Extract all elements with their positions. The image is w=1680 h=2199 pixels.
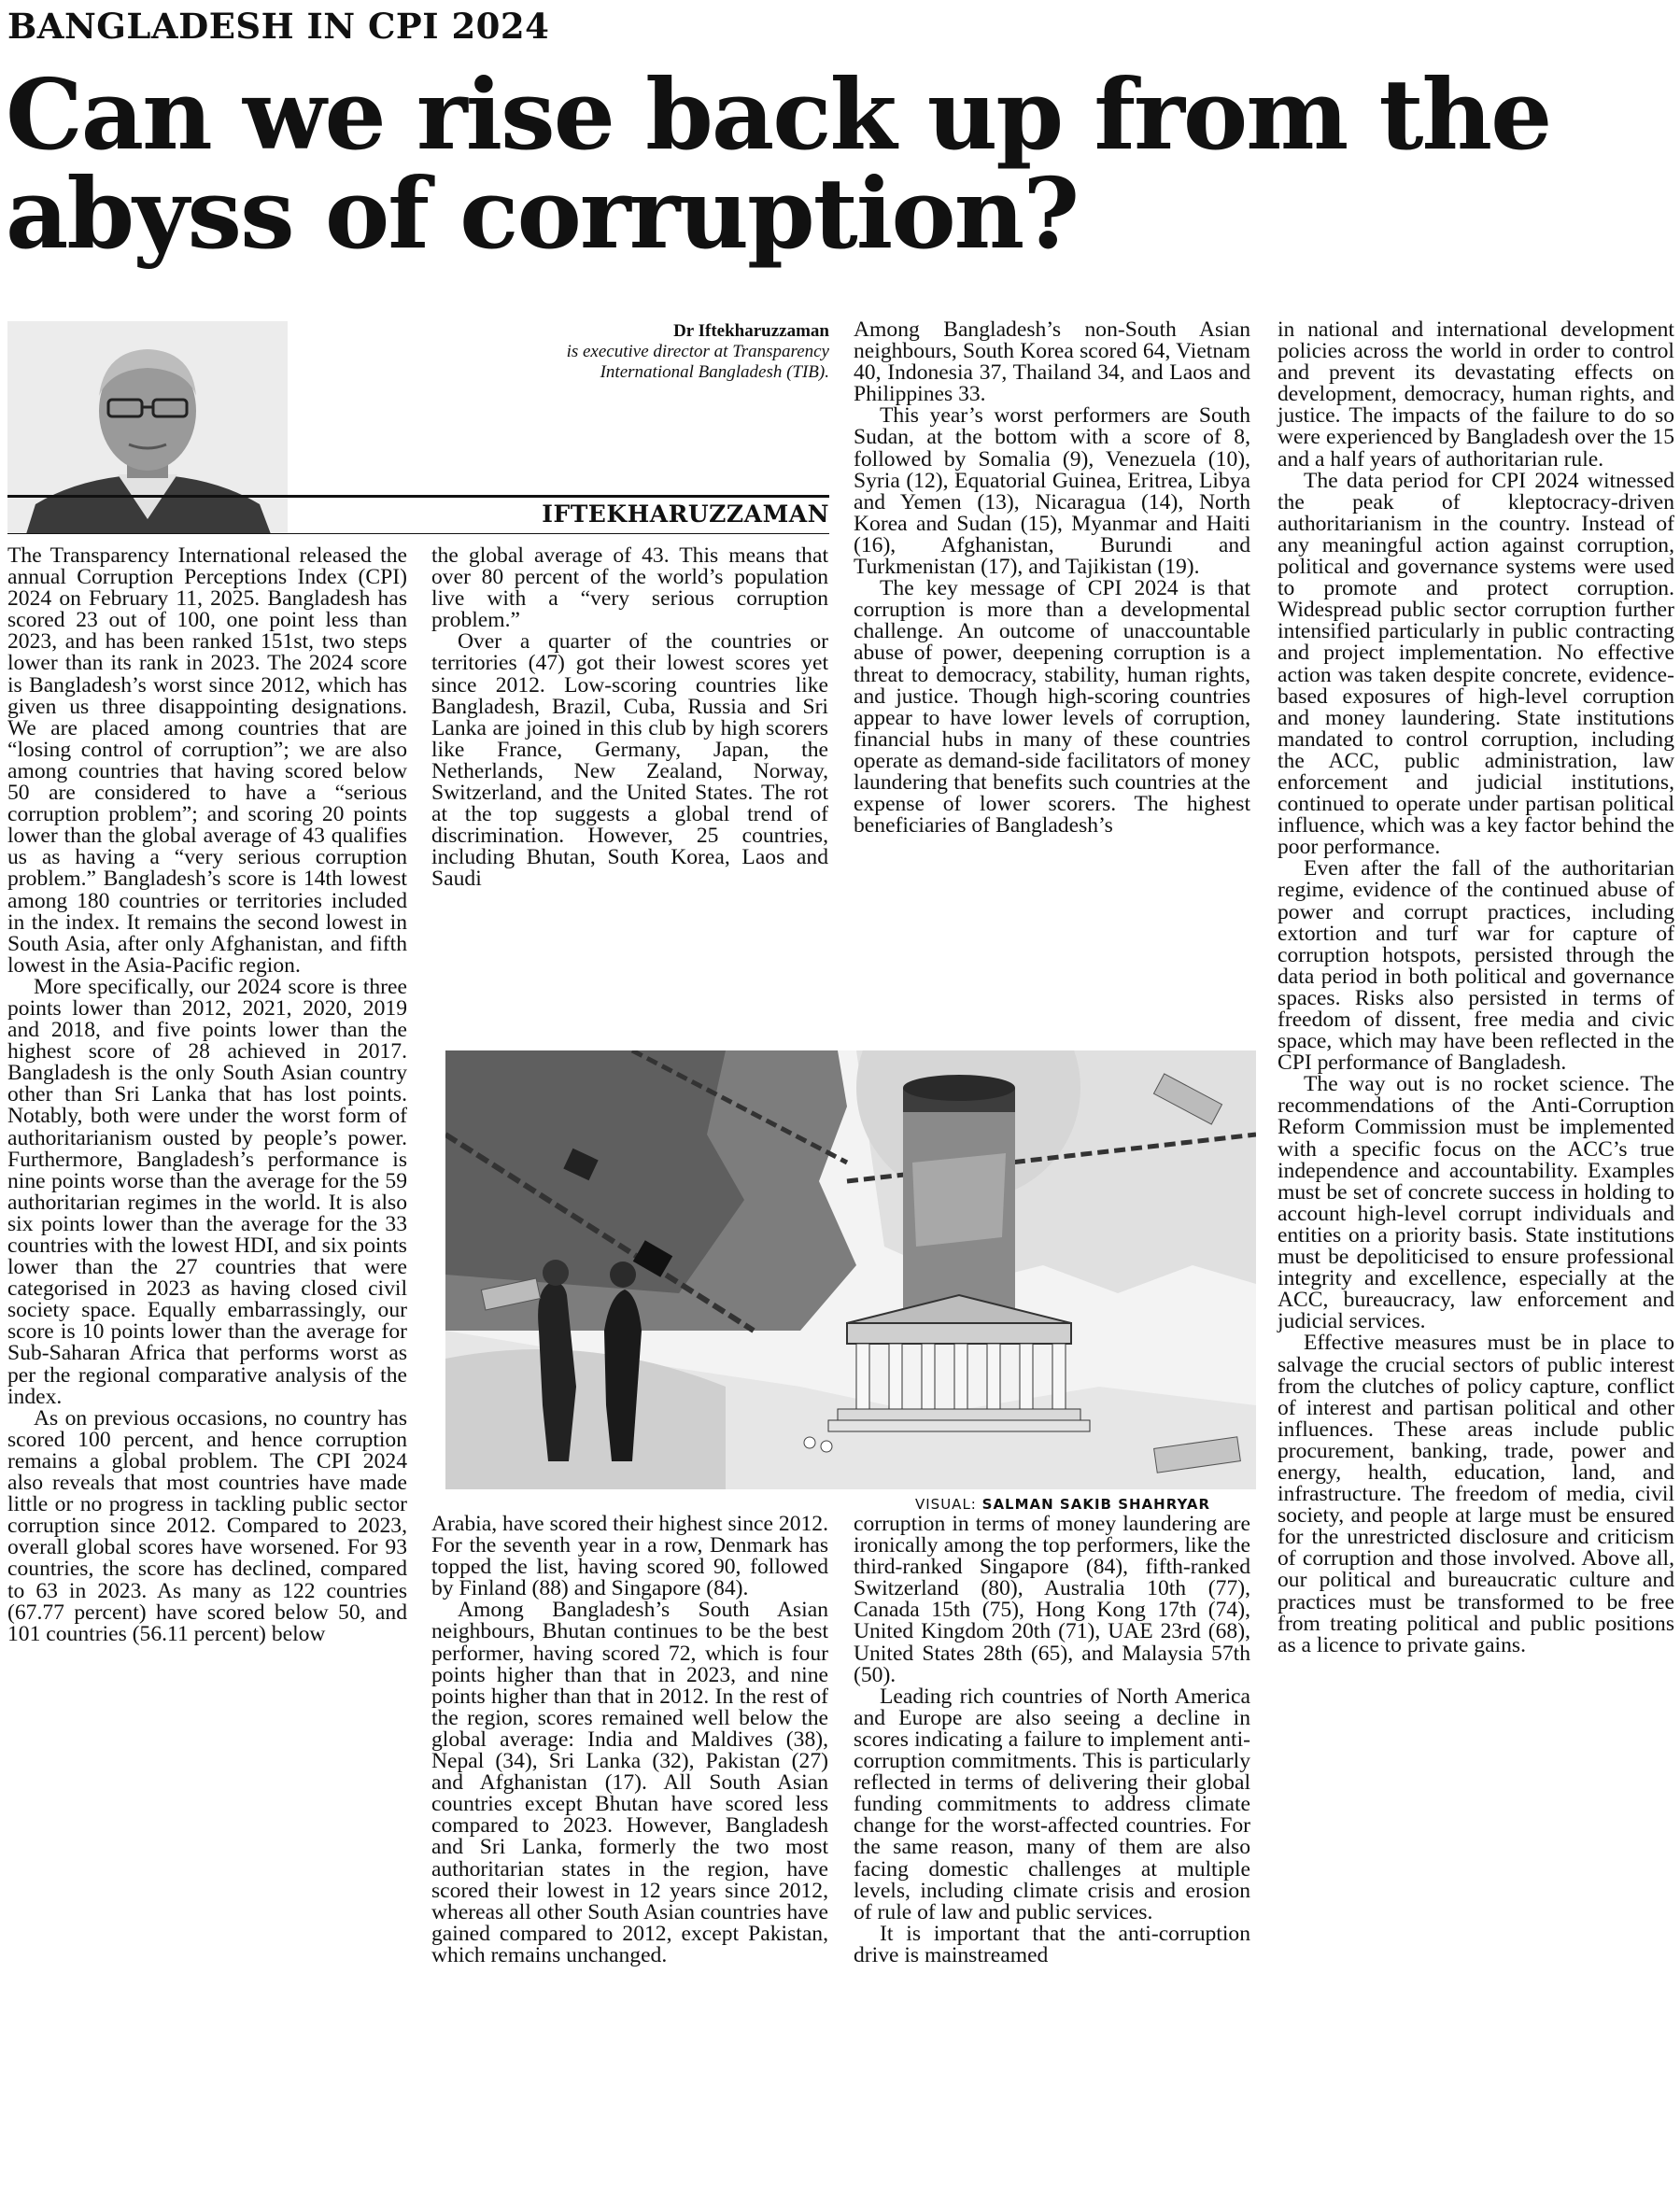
- column-2-top: [431, 545, 828, 891]
- column-4: [1278, 319, 1674, 1656]
- paragraph: corruption in terms of money laundering are ironically among the top performers, like the third-ranked Singapore (84), fifth-ranked Switzerland (80), Australia 10th (77), Canada 15th (75), Hong Kong 17th (74), United Kingdom 20th (71), UAE 23rd (68), United States 28th (65), and Malaysia 57th (50).: [854, 1512, 1250, 1687]
- illustration: [445, 1050, 1256, 1489]
- illustration-credit: [915, 1496, 1210, 1513]
- section-kicker: BANGLADESH IN CPI 2024: [7, 6, 550, 47]
- paragraph: This year’s worst performers are South Sudan, at the bottom with a score of 8, followed by Somalia (9), Venezuela (10), Syria (12), Equatorial Guinea, Eritrea, Libya and Yemen (13), Nicaragua (14), North Korea and Sudan (15), Myanmar and Haiti (16), Afghanistan, Burundi and Turkmenistan (17), and Tajikistan (19).: [854, 403, 1250, 580]
- paragraph: As on previous occasions, no country has scored 100 percent, and hence corruption remains a global problem. The CPI 2024 also reveals that most countries have made little or no progress in tackling public sector corruption since 2012. Compared to 2023, overall global scores have worsened. For 93 countries, the score has declined, compared to 63 in 2023. As many as 122 countries (67.77 percent) have scored below 50, and 101 countries (56.11 percent) below: [7, 1405, 407, 1646]
- column-3-bottom: [854, 1514, 1250, 1966]
- author-name-label: IFTEKHARUZZAMAN: [542, 500, 829, 528]
- byline-name: Dr Iftekharuzzaman: [673, 321, 829, 341]
- byline-role-2: International Bangladesh (TIB).: [600, 362, 829, 382]
- headline: Can we rise back up from the abyss of corruption?: [6, 57, 1551, 271]
- author-photo: [7, 321, 288, 534]
- byline-role-1: is executive director at Transparency: [566, 342, 829, 361]
- paragraph: The Transparency International released the annual Corruption Perceptions Index (CPI) 2024 on February 11, 2025. Bangladesh has scored 23 out of 100, one point less than 2023, and has been ranked 151st, two steps lower than its rank in 2023. The 2024 score is Bangladesh’s worst since 2012, which has given us three disappointing designations. We are placed among countries that are “losing control of corruption”; we are also among countries that having scored below 50 are considered to have a “serious corruption problem”; and scoring 20 points lower than the global average of 43 qualifies us as having a “very serious corruption problem.” Bangladesh’s score is 14th lowest among 180 countries or territories included in the index. It remains the second lowest in South Asia, after only Afghanistan, and fifth lowest in the Asia-Pacific region.: [7, 543, 407, 978]
- column-1: [7, 545, 407, 1645]
- paragraph: Arabia, have scored their highest since 2012. For the seventh year in a row, Denmark has topped the list, having scored 90, followed by Finland (88) and Singapore (84).: [431, 1512, 828, 1601]
- credit-label: VISUAL:: [915, 1496, 977, 1513]
- paragraph: Even after the fall of the authoritarian regime, evidence of the continued abuse of power and corrupt practices, including extortion and turf war for capture of corruption hotspots, persisted through the data period in both political and governance spaces. Risks also persisted in terms of freedom of dissent, free media and civic space, which may have been reflected in the CPI performance of Bangladesh.: [1278, 856, 1674, 1076]
- column-3-top: [854, 319, 1250, 837]
- credit-name: SALMAN SAKIB SHAHRYAR: [981, 1496, 1211, 1513]
- paragraph: in national and international development policies across the world in order to control and prevent its devastating effects on development, democracy, human rights, and justice. The impacts of the failure to do so were experienced by Bangladesh over the 15 and a half years of authoritarian rule.: [1278, 317, 1674, 472]
- paragraph: the global average of 43. This means that over 80 percent of the world’s population live with a “very serious corruption problem.”: [431, 543, 828, 633]
- paragraph: The way out is no rocket science. The recommendations of the Anti-Corruption Reform Commission must be implemented with a specific focus on the ACC’s true independence and accountability. Examples must be set of concrete success in holding to account high-level corrupt individuals and entities on a priority basis. State institutions must be depoliticised to ensure professional integrity and excellence, especially at the ACC, bureaucracy, law enforcement and judicial services.: [1278, 1072, 1674, 1334]
- paragraph: Leading rich countries of North America and Europe are also seeing a decline in scores indicating a failure to implement anti-corruption commitments. This is particularly reflected in terms of delivering their global funding commitments to address climate change for the worst-affected countries. For the same reason, many of them are also facing domestic challenges at multiple levels, including climate crisis and erosion of rule of law and public services.: [854, 1684, 1250, 1924]
- corruption-illustration: [445, 1050, 1256, 1489]
- author-divider: [7, 533, 829, 534]
- author-rule: [7, 495, 829, 498]
- author-portrait-illustration: [7, 321, 288, 534]
- column-2-bottom: [431, 1514, 828, 1966]
- paragraph: Among Bangladesh’s South Asian neighbours, Bhutan continues to be the best performer, having scored 72, which is four points higher than that in 2023, and nine points higher than that in 2012. In the rest of the region, scores remained well below the global average: India and Maldives (38), Nepal (34), Sri Lanka (32), Pakistan (27) and Afghanistan (17). All South Asian countries except Bhutan have scored less compared to 2023. However, Bangladesh and Sri Lanka, formerly the two most authoritarian states in the region, have scored their lowest in 12 years since 2012, whereas all other South Asian countries have gained compared to 2012, except Pakistan, which remains unchanged.: [431, 1598, 828, 1967]
- paragraph: More specifically, our 2024 score is three points lower than 2012, 2021, 2020, 2019 and 2018, and five points lower than the highest score of 28 achieved in 2017. Bangladesh is the only South Asian country other than Sri Lanka that has lost points. Notably, both were under the worst form of authoritarianism ousted by people’s power. Furthermore, Bangladesh’s performance is nine points worse than the average for the 59 authoritarian regimes in the world. It is also six points lower than the average for the 33 countries with the lowest HDI, and six points lower than the 27 countries that were categorised in 2023 as having closed civil society space. Equally embarrassingly, our score is 10 points lower than the average for Sub-Saharan Africa that performs worst as per the regional comparative analysis of the index.: [7, 974, 407, 1409]
- paragraph: The data period for CPI 2024 witnessed the peak of kleptocracy-driven authoritarianism in the country. Instead of any meaningful action against corruption, political and governance systems were used to promote and protect corruption. Widespread public sector corruption further intensified particularly in public contracting and project implementation. No effective action was taken despite concrete, evidence-based exposures of high-level corruption and money laundering. State institutions mandated to control corruption, including the ACC, public administration, law enforcement and judicial institutions, continued to operate under partisan political influence, which was a key factor behind the poor performance.: [1278, 468, 1674, 860]
- paragraph: Effective measures must be in place to salvage the crucial sectors of public interest from the clutches of policy capture, conflict of interest and partisan political and other influences. These areas include public procurement, banking, trade, power and energy, health, education, land, and infrastructure. The freedom of media, civil society, and people at large must be ensured for the unrestricted disclosure and criticism of corruption and those involved. Above all, our political and bureaucratic culture and practices must be transformed to be free from treating political and public positions as a licence to private gains.: [1278, 1331, 1674, 1657]
- author-block: [7, 321, 829, 534]
- paragraph: It is important that the anti-corruption drive is mainstreamed: [854, 1921, 1250, 1967]
- paragraph: Over a quarter of the countries or territories (47) got their lowest scores yet since 2012. Low-scoring countries like Bangladesh, Brazil, Cuba, Russia and Sri Lanka are joined in this club by high scorers like France, Germany, Japan, the Netherlands, New Zealand, Norway, Switzerland, and the United States. The rot at the top suggests a global trend of discrimination. However, 25 countries, including Bhutan, South Korea, Laos and Saudi: [431, 629, 828, 892]
- paragraph: The key message of CPI 2024 is that corruption is more than a developmental challenge. An outcome of unaccountable abuse of power, deepening corruption is a threat to democracy, stability, human rights, and justice. Though high-scoring countries appear to have lower levels of corruption, financial hubs in many of these countries operate as demand-side facilitators of money laundering that benefits such countries at the expense of lower scorers. The highest beneficiaries of Bangladesh’s: [854, 576, 1250, 839]
- byline: [567, 321, 829, 383]
- paragraph: Among Bangladesh’s non-South Asian neighbours, South Korea scored 64, Vietnam 40, Indonesia 37, Thailand 34, and Laos and Philippines 33.: [854, 317, 1250, 407]
